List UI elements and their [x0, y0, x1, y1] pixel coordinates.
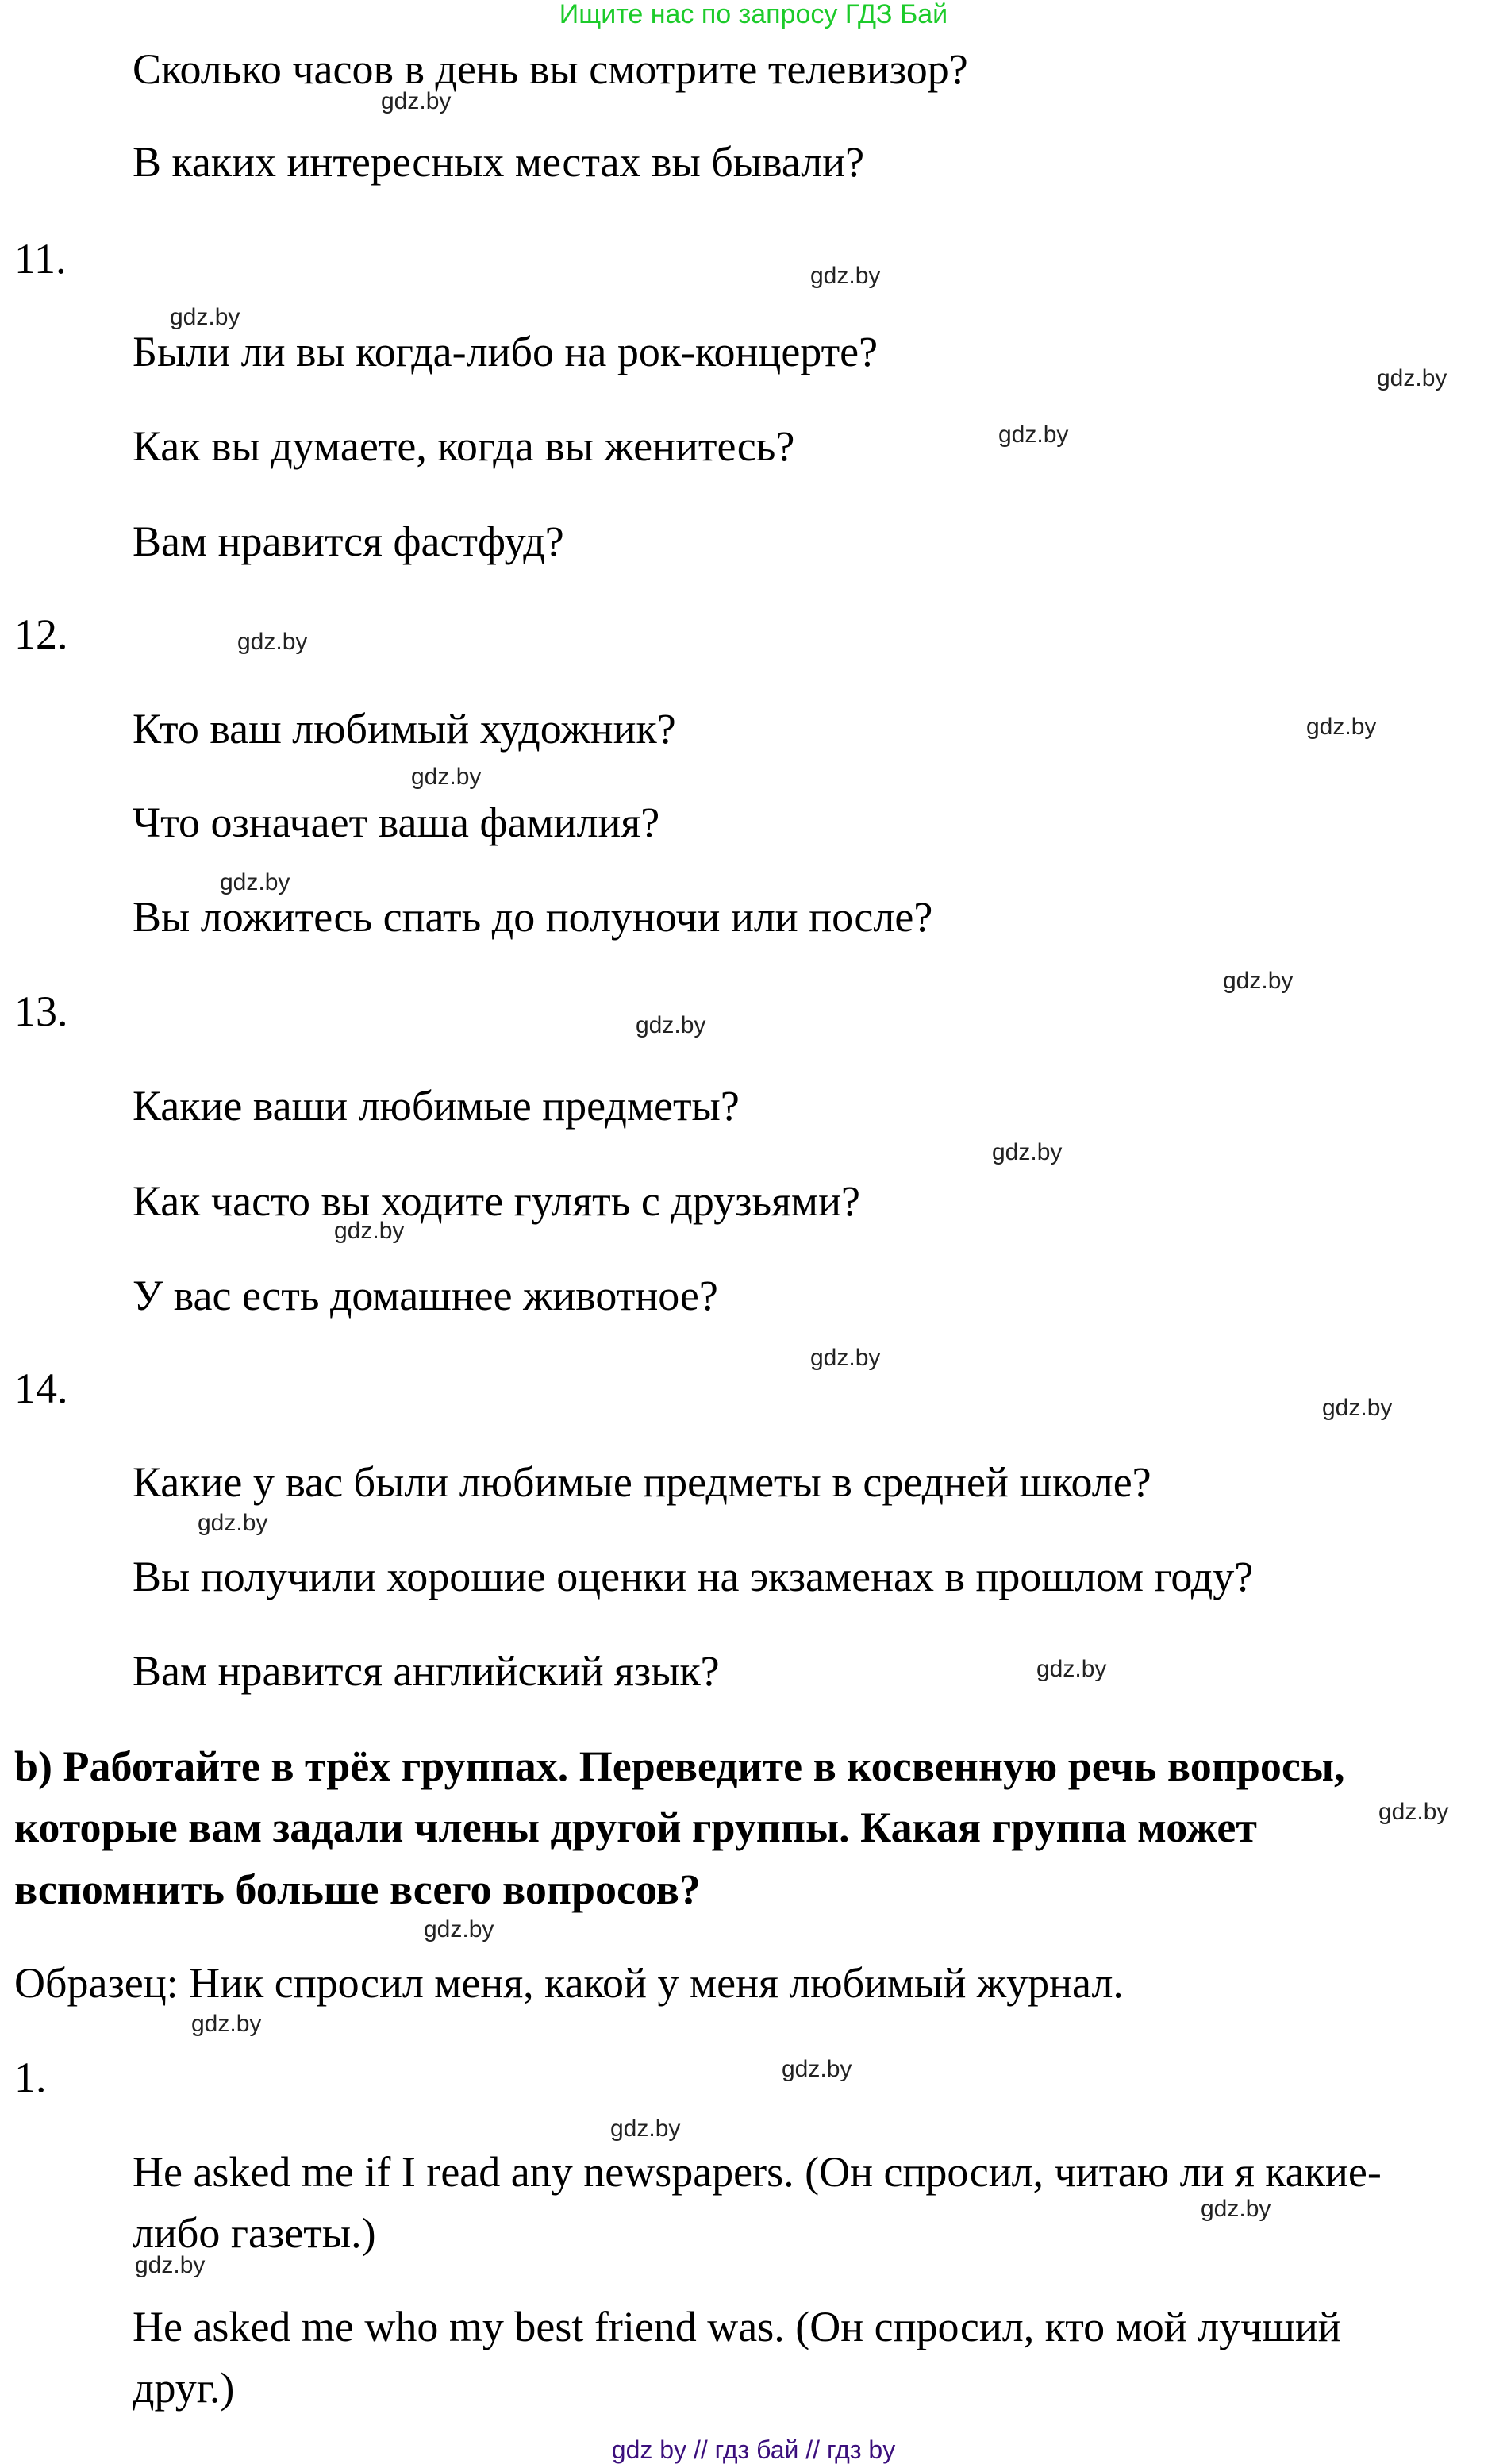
question-text: Были ли вы когда-либо на рок-концерте?	[133, 328, 878, 375]
question-text: Кто ваш любимый художник?	[133, 705, 676, 753]
watermark: gdz.by	[1378, 1799, 1449, 1825]
task-instruction: вспомнить больше всего вопросов?	[14, 1865, 701, 1913]
item-number: 13.	[14, 988, 68, 1035]
question-text: Вам нравится фастфуд?	[133, 518, 564, 565]
item-number: 1.	[14, 2054, 47, 2101]
watermark: gdz.by	[1201, 2196, 1271, 2222]
watermark: gdz.by	[334, 1218, 405, 1244]
watermark: gdz.by	[992, 1139, 1063, 1165]
answer-text: He asked me if I read any newspapers. (Он спросил, читаю ли я какие-	[133, 2148, 1382, 2196]
site-header-banner[interactable]: Ищите нас по запросу ГДЗ Бай	[559, 0, 948, 29]
watermark: gdz.by	[810, 263, 881, 289]
question-text: В каких интересных местах вы бывали?	[133, 138, 865, 186]
watermark: gdz.by	[381, 88, 452, 114]
watermark: gdz.by	[198, 1510, 268, 1536]
watermark: gdz.by	[220, 869, 290, 895]
watermark: gdz.by	[191, 2011, 262, 2037]
watermark: gdz.by	[1377, 365, 1447, 391]
question-text: Как вы думаете, когда вы женитесь?	[133, 422, 795, 470]
watermark: gdz.by	[135, 2252, 206, 2278]
watermark: gdz.by	[411, 764, 482, 790]
question-text: Какие у вас были любимые предметы в средней школе?	[133, 1458, 1151, 1506]
question-text: Какие ваши любимые предметы?	[133, 1082, 740, 1130]
question-text: Сколько часов в день вы смотрите телевизор?	[133, 45, 968, 93]
question-text: Вам нравится английский язык?	[133, 1647, 720, 1695]
item-number: 12.	[14, 610, 68, 658]
answer-text: друг.)	[133, 2364, 235, 2412]
question-text: У вас есть домашнее животное?	[133, 1272, 718, 1319]
question-text: Вы получили хорошие оценки на экзаменах в прошлом году?	[133, 1553, 1254, 1600]
watermark: gdz.by	[1306, 714, 1377, 740]
watermark: gdz.by	[998, 422, 1069, 448]
question-text: Как часто вы ходите гулять с друзьями?	[133, 1177, 860, 1225]
watermark: gdz.by	[237, 629, 308, 655]
watermark: gdz.by	[1223, 968, 1294, 994]
example-text: Образец: Ник спросил меня, какой у меня любимый журнал.	[14, 1959, 1124, 2007]
task-instruction: которые вам задали члены другой группы. Какая группа может	[14, 1804, 1257, 1851]
watermark: gdz.by	[636, 1012, 706, 1038]
item-number: 11.	[14, 235, 67, 283]
question-text: Вы ложитесь спать до полуночи или после?	[133, 893, 933, 941]
item-number: 14.	[14, 1365, 68, 1412]
watermark: gdz.by	[170, 304, 240, 330]
watermark: gdz.by	[810, 1345, 881, 1371]
task-instruction: b) Работайте в трёх группах. Переведите в косвенную речь вопросы,	[14, 1742, 1345, 1790]
watermark: gdz.by	[1036, 1656, 1107, 1682]
question-text: Что означает ваша фамилия?	[133, 799, 660, 846]
watermark: gdz.by	[424, 1916, 494, 1942]
site-footer-links[interactable]: gdz by // гдз бай // гдз by	[611, 2435, 896, 2464]
answer-text: либо газеты.)	[133, 2209, 376, 2257]
answer-text: He asked me who my best friend was. (Он спросил, кто мой лучший	[133, 2303, 1341, 2350]
watermark: gdz.by	[610, 2116, 681, 2142]
watermark: gdz.by	[1322, 1395, 1393, 1421]
watermark: gdz.by	[782, 2056, 852, 2082]
